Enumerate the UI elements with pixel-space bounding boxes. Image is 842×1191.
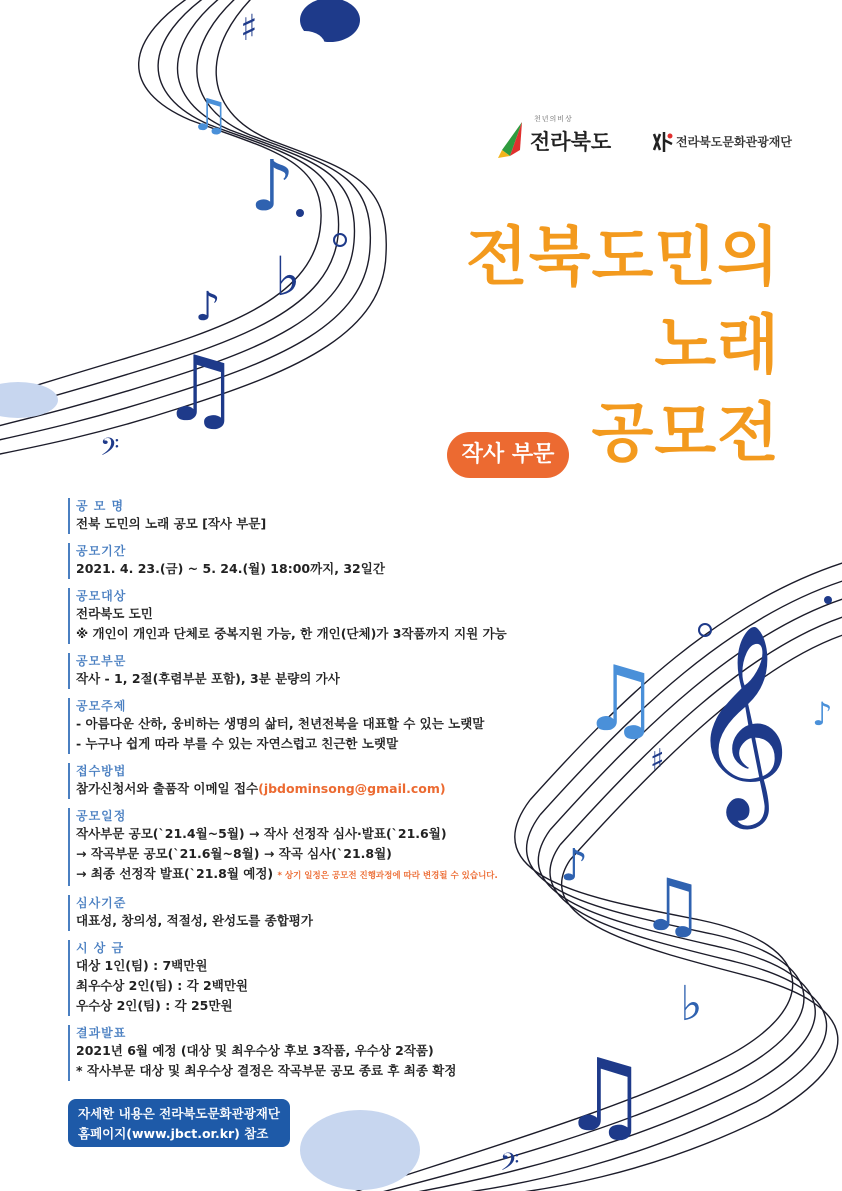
section-line: 2021. 4. 23.(금) ~ 5. 24.(월) 18:00까지, 32일간	[76, 561, 385, 576]
title-line-3: 공모전	[591, 397, 780, 471]
treble-clef-icon	[285, 0, 360, 59]
section-line	[76, 779, 538, 799]
treble-clef-icon: 𝄞	[690, 623, 791, 821]
flat-icon: ♭	[275, 245, 301, 308]
sharp-icon: ♯	[240, 8, 258, 49]
eighth-note-icon: ♪	[250, 145, 295, 227]
section-submission	[68, 763, 538, 799]
title-line-2: 노래	[654, 309, 780, 383]
section-period	[68, 543, 538, 579]
province-logo	[496, 114, 626, 164]
email-link[interactable]: (jbdominsong@gmail.com)	[258, 781, 446, 796]
section-heading: 공모일정	[76, 809, 127, 823]
section-heading: 공모주제	[76, 699, 127, 713]
section-category	[68, 653, 538, 689]
section-line: - 아름다운 산하, 웅비하는 생명의 삶터, 천년전북을 대표할 수 있는 노랫말	[76, 716, 485, 731]
section-criteria	[68, 895, 538, 931]
submission-text: 참가신청서와 출품작 이메일 접수	[76, 781, 259, 796]
section-line: 2021년 6월 예정 (대상 및 최우수상 후보 3작품, 우수상 2작품)	[76, 1043, 434, 1058]
flat-icon: ♭	[680, 976, 703, 1032]
info-footer[interactable]	[68, 1099, 290, 1147]
section-prize	[68, 940, 538, 1016]
section-heading: 공 모 명	[76, 499, 125, 513]
section-line: 우수상 2인(팀) : 각 25만원	[76, 998, 233, 1013]
sharp-icon: ♯	[650, 743, 665, 778]
section-line: 전라북도 도민	[76, 606, 153, 621]
section-line: 작사부문 공모(`21.4월~5월) → 작사 선정작 심사·발표(`21.6월)	[76, 826, 447, 841]
province-tagline: 천년의비상	[534, 115, 573, 123]
section-line: - 누구나 쉽게 따라 부를 수 있는 자연스럽고 친근한 노랫말	[76, 736, 399, 751]
eighth-note-icon: ♫	[580, 647, 661, 752]
section-line: → 작곡부문 공모(`21.6월~8월) → 작곡 심사(`21.8월)	[76, 846, 392, 861]
footer-line-1: 자세한 내용은 전라북도문화관광재단	[78, 1106, 280, 1121]
logo-bar	[496, 114, 796, 164]
section-line	[76, 864, 538, 886]
beamed-notes-icon: ♫	[560, 1037, 650, 1154]
section-theme	[68, 698, 538, 754]
province-name: 전라북도	[530, 130, 612, 154]
schedule-final: → 최종 선정작 발표(`21.8월 예정)	[76, 866, 274, 881]
shadow-blob	[300, 1110, 420, 1190]
eighth-note-icon: ♪	[195, 284, 221, 330]
section-line: 대표성, 창의성, 적절성, 완성도를 종합평가	[76, 913, 313, 928]
section-heading: 공모대상	[76, 589, 127, 603]
foundation-name: 전라북도문화관광재단	[676, 135, 792, 149]
section-line: * 작사부문 대상 및 최우수상 결정은 작곡부문 공모 종료 후 최종 확정	[76, 1063, 457, 1078]
bass-clef-icon: 𝄢	[500, 1148, 520, 1183]
section-heading: 심사기준	[76, 896, 127, 910]
section-line: 전북 도민의 노래 공모 [작사 부문]	[76, 516, 267, 531]
section-results	[68, 1025, 538, 1081]
bass-clef-icon: 𝄢	[100, 433, 120, 468]
section-contest-name	[68, 498, 538, 534]
section-heading: 공모부문	[76, 654, 127, 668]
foundation-logo	[650, 130, 790, 160]
section-heading: 접수방법	[76, 764, 127, 778]
section-line: 대상 1인(팀) : 7백만원	[76, 958, 208, 973]
foundation-emblem-icon	[650, 130, 674, 154]
category-badge: 작사 부문	[447, 432, 569, 478]
eighth-note-icon: ♪	[812, 695, 833, 733]
section-line: ※ 개인이 개인과 단체로 중복지원 가능, 한 개인(단체)가 3작품까지 지원 가능	[76, 626, 507, 641]
contest-details	[68, 498, 538, 1090]
title-line-1: 전북도민의	[465, 221, 780, 295]
province-emblem-icon	[496, 120, 528, 158]
section-heading: 결과발표	[76, 1026, 127, 1040]
beamed-notes-icon: ♫	[640, 863, 705, 947]
schedule-note: * 상기 일정은 공모전 진행과정에 따라 변경될 수 있습니다.	[277, 871, 498, 881]
beamed-notes-icon: ♫	[160, 337, 241, 442]
section-line: 작사 - 1, 2절(후렴부분 포함), 3분 분량의 가사	[76, 671, 340, 686]
section-heading: 공모기간	[76, 544, 127, 558]
section-line: 최우수상 2인(팀) : 각 2백만원	[76, 978, 248, 993]
footer-line-2: 홈페이지(www.jbct.or.kr) 참조	[78, 1126, 269, 1141]
section-heading: 시 상 금	[76, 941, 125, 955]
eighth-note-icon: ♪	[560, 840, 589, 891]
section-schedule	[68, 808, 538, 886]
section-eligibility	[68, 588, 538, 644]
eighth-note-icon: ♫	[190, 90, 230, 141]
